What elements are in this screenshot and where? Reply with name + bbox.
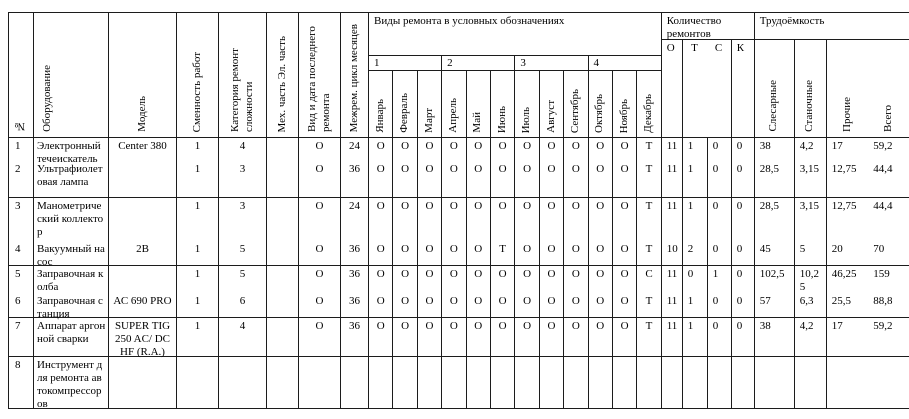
labor-stanochnye-value: 4,2 bbox=[795, 318, 827, 357]
repair-mark-january: О bbox=[369, 138, 393, 161]
repair-mark-march: О bbox=[418, 161, 442, 198]
model-name bbox=[109, 266, 177, 293]
repair-mark-october: О bbox=[589, 198, 613, 241]
month-header-september bbox=[564, 71, 588, 138]
month-header-october bbox=[589, 71, 613, 138]
labor-prochie-value: 46,25 bbox=[831, 268, 857, 280]
count-k-value: 0 bbox=[732, 161, 755, 198]
repair-mark-september: О bbox=[564, 241, 588, 266]
last-repair-value: О bbox=[299, 198, 341, 241]
repair-mark-march: О bbox=[418, 241, 442, 266]
count-k-value bbox=[732, 357, 755, 409]
repair-mark-september: О bbox=[564, 266, 588, 293]
labor-slesarnye-value bbox=[755, 357, 795, 409]
month-header-january-label: Январь bbox=[373, 99, 386, 133]
labor-slesarnye-value: 45 bbox=[755, 241, 795, 266]
last-repair-value: О bbox=[299, 138, 341, 161]
repair-mark-february: О bbox=[393, 138, 417, 161]
equipment-name: Ультрафиолетовая лампа bbox=[34, 161, 109, 198]
repair-mark-november: О bbox=[613, 293, 637, 318]
month-header-january bbox=[369, 71, 393, 138]
count-k-value: 0 bbox=[732, 241, 755, 266]
repair-mark-july: О bbox=[515, 293, 539, 318]
labor-prochie-vsego-values bbox=[827, 266, 909, 293]
repair-mark-october: О bbox=[589, 241, 613, 266]
labor-prochie-value: 12,75 bbox=[831, 200, 857, 212]
labor-slesarnye-value: 28,5 bbox=[755, 198, 795, 241]
repair-mark-october bbox=[589, 357, 613, 409]
equipment-name: Аппарат аргонной сварки bbox=[34, 318, 109, 357]
repair-mark-march: О bbox=[418, 318, 442, 357]
repair-mark-august: О bbox=[540, 293, 564, 318]
col-header-labor-stanochnye-label: Станочные bbox=[803, 80, 816, 132]
repair-mark-june: О bbox=[491, 198, 515, 241]
repair-mark-august: О bbox=[540, 318, 564, 357]
count-s-value: 0 bbox=[708, 198, 732, 241]
repair-mark-august: О bbox=[540, 241, 564, 266]
mech-el-value bbox=[267, 161, 299, 198]
col-header-shift-label: Сменность работ bbox=[190, 51, 203, 132]
labor-stanochnye-value: 10,25 bbox=[795, 266, 827, 293]
repair-mark-june: О bbox=[491, 266, 515, 293]
mech-el-value bbox=[267, 293, 299, 318]
model-name: 2В bbox=[109, 241, 177, 266]
count-k-value: 0 bbox=[732, 198, 755, 241]
labor-prochie-value: 12,75 bbox=[831, 163, 857, 175]
count-k-value: 0 bbox=[732, 266, 755, 293]
col-header-cycle bbox=[341, 13, 369, 138]
count-o-value bbox=[662, 357, 683, 409]
repairs-count-group-header: Количество ремонтов bbox=[662, 13, 755, 40]
col-header-category bbox=[219, 13, 267, 138]
labor-vsego-value: 59,2 bbox=[873, 320, 893, 332]
labor-prochie-vsego-values bbox=[827, 138, 909, 161]
repair-mark-september: О bbox=[564, 138, 588, 161]
month-header-august bbox=[540, 71, 564, 138]
col-header-count-t-s bbox=[683, 40, 732, 138]
count-s-value: 0 bbox=[708, 138, 732, 161]
labor-prochie-vsego-values bbox=[827, 357, 909, 409]
labor-slesarnye-value: 28,5 bbox=[755, 161, 795, 198]
repair-mark-january: О bbox=[369, 266, 393, 293]
repair-mark-october: О bbox=[589, 318, 613, 357]
repair-mark-march: О bbox=[418, 293, 442, 318]
repair-mark-april: О bbox=[442, 293, 466, 318]
repair-mark-november: О bbox=[613, 198, 637, 241]
repair-mark-december: Т bbox=[637, 138, 661, 161]
equipment-name: Вакуумный насос bbox=[34, 241, 109, 266]
repair-mark-february: О bbox=[393, 293, 417, 318]
repair-mark-december: Т bbox=[637, 198, 661, 241]
month-header-may-label: Май bbox=[471, 112, 484, 133]
repair-mark-february bbox=[393, 357, 417, 409]
labor-prochie-vsego-values bbox=[827, 161, 909, 198]
month-header-july bbox=[515, 71, 539, 138]
maintenance-schedule-table bbox=[8, 12, 909, 409]
model-name bbox=[109, 198, 177, 241]
count-s-value: 0 bbox=[708, 161, 732, 198]
quarter-header-2: 2 bbox=[442, 56, 515, 71]
labor-vsego-value: 70 bbox=[873, 243, 885, 255]
col-header-last-repair bbox=[299, 13, 341, 138]
labor-stanochnye-value: 5 bbox=[795, 241, 827, 266]
shift-value bbox=[177, 357, 219, 409]
labor-slesarnye-value: 38 bbox=[755, 138, 795, 161]
month-header-november bbox=[613, 71, 637, 138]
month-header-may bbox=[467, 71, 491, 138]
col-header-mech-el bbox=[267, 13, 299, 138]
shift-value: 1 bbox=[177, 161, 219, 198]
repair-mark-september: О bbox=[564, 293, 588, 318]
repair-mark-february: О bbox=[393, 266, 417, 293]
month-header-march-label: Март bbox=[422, 108, 435, 133]
row-num: 2 bbox=[9, 161, 34, 198]
row-num: 6 bbox=[9, 293, 34, 318]
row-num: 3 bbox=[9, 198, 34, 241]
category-value: 4 bbox=[219, 138, 267, 161]
labor-group-header: Трудоёмкость bbox=[755, 13, 909, 40]
col-header-num bbox=[9, 13, 34, 138]
cycle-value: 24 bbox=[341, 198, 369, 241]
category-value: 6 bbox=[219, 293, 267, 318]
shift-value: 1 bbox=[177, 293, 219, 318]
month-header-june-label: Июнь bbox=[495, 105, 508, 133]
repair-mark-december: Т bbox=[637, 293, 661, 318]
count-o-value: 11 bbox=[662, 318, 683, 357]
repair-mark-may: О bbox=[467, 293, 491, 318]
quarter-header-3: 3 bbox=[515, 56, 588, 71]
cycle-value: 36 bbox=[341, 318, 369, 357]
count-s-value: 0 bbox=[708, 293, 732, 318]
col-header-count-t-label: Т bbox=[691, 42, 698, 54]
quarter-header-4: 4 bbox=[589, 56, 662, 71]
repair-mark-october: О bbox=[589, 161, 613, 198]
labor-stanochnye-value: 6,3 bbox=[795, 293, 827, 318]
col-header-model-label: Модель bbox=[135, 96, 148, 132]
cycle-value: 24 bbox=[341, 138, 369, 161]
repair-mark-december: С bbox=[637, 266, 661, 293]
labor-vsego-value: 44,4 bbox=[873, 163, 893, 175]
repair-mark-november: О bbox=[613, 266, 637, 293]
col-header-labor-slesarnye bbox=[755, 40, 795, 138]
month-header-february bbox=[393, 71, 417, 138]
count-t-value: 1 bbox=[683, 293, 708, 318]
repair-mark-may: О bbox=[467, 318, 491, 357]
labor-stanochnye-value: 3,15 bbox=[795, 198, 827, 241]
count-o-value: 11 bbox=[662, 293, 683, 318]
repair-mark-may: О bbox=[467, 198, 491, 241]
labor-stanochnye-value bbox=[795, 357, 827, 409]
mech-el-value bbox=[267, 357, 299, 409]
repair-mark-may bbox=[467, 357, 491, 409]
repair-mark-june: О bbox=[491, 293, 515, 318]
repair-mark-december: Т bbox=[637, 318, 661, 357]
count-t-value bbox=[683, 357, 708, 409]
last-repair-value: О bbox=[299, 318, 341, 357]
quarter-header-1: 1 bbox=[369, 56, 442, 71]
last-repair-value: О bbox=[299, 241, 341, 266]
month-header-april bbox=[442, 71, 466, 138]
repair-mark-july: О bbox=[515, 318, 539, 357]
repair-mark-january bbox=[369, 357, 393, 409]
equipment-name: Заправочная колба bbox=[34, 266, 109, 293]
cycle-value: 36 bbox=[341, 161, 369, 198]
repair-mark-july: О bbox=[515, 241, 539, 266]
month-header-march bbox=[418, 71, 442, 138]
shift-value: 1 bbox=[177, 318, 219, 357]
mech-el-value bbox=[267, 138, 299, 161]
cycle-value: 36 bbox=[341, 293, 369, 318]
col-header-count-o: О bbox=[662, 40, 683, 138]
shift-value: 1 bbox=[177, 241, 219, 266]
repair-mark-march: О bbox=[418, 198, 442, 241]
category-value: 5 bbox=[219, 266, 267, 293]
model-name bbox=[109, 357, 177, 409]
repair-mark-november: О bbox=[613, 318, 637, 357]
row-num: 7 bbox=[9, 318, 34, 357]
repair-mark-july bbox=[515, 357, 539, 409]
category-value: 4 bbox=[219, 318, 267, 357]
repair-types-group-header: Виды ремонта в условных обозначениях bbox=[369, 13, 662, 56]
col-header-model bbox=[109, 13, 177, 138]
repair-mark-february: О bbox=[393, 161, 417, 198]
row-num: 5 bbox=[9, 266, 34, 293]
repair-mark-february: О bbox=[393, 318, 417, 357]
last-repair-value: О bbox=[299, 161, 341, 198]
repair-mark-august bbox=[540, 357, 564, 409]
cycle-value bbox=[341, 357, 369, 409]
count-t-value: 1 bbox=[683, 198, 708, 241]
labor-slesarnye-value: 38 bbox=[755, 318, 795, 357]
count-s-value: 0 bbox=[708, 318, 732, 357]
labor-prochie-vsego-values bbox=[827, 293, 909, 318]
row-num: 1 bbox=[9, 138, 34, 161]
cycle-value: 36 bbox=[341, 241, 369, 266]
equipment-name: Инструмент для ремонта автокомпрессоров bbox=[34, 357, 109, 409]
col-header-equipment-label: Оборудование bbox=[41, 65, 53, 132]
col-header-mech-el-label: Мех. часть Эл. часть bbox=[275, 35, 288, 132]
repair-mark-may: О bbox=[467, 266, 491, 293]
repair-mark-august: О bbox=[540, 198, 564, 241]
repair-mark-july: О bbox=[515, 198, 539, 241]
count-o-value: 11 bbox=[662, 138, 683, 161]
repair-mark-june bbox=[491, 357, 515, 409]
repair-mark-november: О bbox=[613, 161, 637, 198]
col-header-labor-slesarnye-label: Слесарные bbox=[767, 80, 780, 132]
count-s-value: 1 bbox=[708, 266, 732, 293]
shift-value: 1 bbox=[177, 198, 219, 241]
count-o-value: 11 bbox=[662, 198, 683, 241]
labor-slesarnye-value: 102,5 bbox=[755, 266, 795, 293]
col-header-num-label: № bbox=[14, 120, 27, 132]
category-value: 3 bbox=[219, 198, 267, 241]
month-header-june bbox=[491, 71, 515, 138]
repair-mark-december bbox=[637, 357, 661, 409]
labor-vsego-value: 88,8 bbox=[873, 295, 893, 307]
repair-mark-october: О bbox=[589, 266, 613, 293]
month-header-august-label: Август bbox=[544, 100, 557, 133]
model-name: АС 690 PRO bbox=[109, 293, 177, 318]
repair-mark-november: О bbox=[613, 138, 637, 161]
repair-mark-december: Т bbox=[637, 241, 661, 266]
last-repair-value bbox=[299, 357, 341, 409]
repair-mark-july: О bbox=[515, 138, 539, 161]
count-t-value: 1 bbox=[683, 161, 708, 198]
count-s-value bbox=[708, 357, 732, 409]
repair-mark-may: О bbox=[467, 241, 491, 266]
count-o-value: 11 bbox=[662, 161, 683, 198]
count-t-value: 1 bbox=[683, 138, 708, 161]
count-t-value: 1 bbox=[683, 318, 708, 357]
repair-mark-july: О bbox=[515, 266, 539, 293]
row-num: 8 bbox=[9, 357, 34, 409]
month-header-december-label: Декабрь bbox=[642, 94, 655, 133]
category-value bbox=[219, 357, 267, 409]
count-t-value: 2 bbox=[683, 241, 708, 266]
mech-el-value bbox=[267, 318, 299, 357]
category-value: 5 bbox=[219, 241, 267, 266]
repair-mark-january: О bbox=[369, 293, 393, 318]
shift-value: 1 bbox=[177, 138, 219, 161]
col-header-category-label: Категория ремонт сложности bbox=[228, 48, 255, 132]
count-k-value: 0 bbox=[732, 318, 755, 357]
repair-mark-january: О bbox=[369, 318, 393, 357]
count-o-value: 11 bbox=[662, 266, 683, 293]
repair-mark-april: О bbox=[442, 241, 466, 266]
month-header-april-label: Апрель bbox=[446, 98, 459, 133]
mech-el-value bbox=[267, 241, 299, 266]
equipment-name: Манометрический коллектор bbox=[34, 198, 109, 241]
repair-mark-july: О bbox=[515, 161, 539, 198]
repair-mark-april: О bbox=[442, 318, 466, 357]
count-k-value: 0 bbox=[732, 138, 755, 161]
mech-el-value bbox=[267, 198, 299, 241]
repair-mark-september: О bbox=[564, 198, 588, 241]
month-header-october-label: Октябрь bbox=[593, 94, 606, 133]
repair-mark-october: О bbox=[589, 138, 613, 161]
repair-mark-september bbox=[564, 357, 588, 409]
equipment-name: Заправочная станция bbox=[34, 293, 109, 318]
last-repair-value: О bbox=[299, 293, 341, 318]
labor-prochie-vsego-values bbox=[827, 198, 909, 241]
repair-mark-april: О bbox=[442, 161, 466, 198]
repair-mark-august: О bbox=[540, 138, 564, 161]
labor-stanochnye-value: 4,2 bbox=[795, 138, 827, 161]
repair-mark-november: О bbox=[613, 241, 637, 266]
col-header-count-s-label: С bbox=[714, 42, 723, 54]
labor-prochie-value: 17 bbox=[831, 320, 843, 332]
repair-mark-september: О bbox=[564, 318, 588, 357]
repair-mark-april: О bbox=[442, 198, 466, 241]
repair-mark-october: О bbox=[589, 293, 613, 318]
col-header-cycle-label: Межрем. цикл месяцев bbox=[347, 23, 360, 132]
labor-slesarnye-value: 57 bbox=[755, 293, 795, 318]
labor-vsego-value: 159 bbox=[873, 268, 890, 280]
month-header-september-label: Сентябрь bbox=[568, 88, 581, 133]
repair-mark-april bbox=[442, 357, 466, 409]
repair-mark-september: О bbox=[564, 161, 588, 198]
model-name bbox=[109, 161, 177, 198]
labor-prochie-value: 25,5 bbox=[831, 295, 851, 307]
repair-mark-march bbox=[418, 357, 442, 409]
labor-prochie-value: 20 bbox=[831, 243, 843, 255]
col-header-last-repair-label: Вид и дата последнего ремонта bbox=[305, 26, 332, 132]
repair-mark-april: О bbox=[442, 138, 466, 161]
row-num: 4 bbox=[9, 241, 34, 266]
labor-vsego-value: 59,2 bbox=[873, 140, 893, 152]
model-name: SUPER TIG 250 AC/ DC HF (R.A.) bbox=[109, 318, 177, 357]
model-name: Center 380 bbox=[109, 138, 177, 161]
col-header-labor-vsego-label: Всего bbox=[882, 105, 895, 132]
repair-mark-march: О bbox=[418, 266, 442, 293]
repair-mark-june: О bbox=[491, 161, 515, 198]
repair-mark-june: О bbox=[491, 318, 515, 357]
repair-mark-january: О bbox=[369, 198, 393, 241]
repair-mark-april: О bbox=[442, 266, 466, 293]
col-header-equipment bbox=[34, 13, 109, 138]
category-value: 3 bbox=[219, 161, 267, 198]
repair-mark-august: О bbox=[540, 161, 564, 198]
mech-el-value bbox=[267, 266, 299, 293]
repair-mark-january: О bbox=[369, 161, 393, 198]
labor-stanochnye-value: 3,15 bbox=[795, 161, 827, 198]
month-header-july-label: Июль bbox=[520, 106, 533, 133]
repair-mark-january: О bbox=[369, 241, 393, 266]
col-header-labor-prochie-label: Прочие bbox=[840, 97, 853, 132]
repair-mark-march: О bbox=[418, 138, 442, 161]
labor-prochie-vsego-values bbox=[827, 318, 909, 357]
equipment-name: Электронный течеискатель bbox=[34, 138, 109, 161]
repair-mark-december: Т bbox=[637, 161, 661, 198]
month-header-november-label: Ноябрь bbox=[617, 98, 630, 133]
cycle-value: 36 bbox=[341, 266, 369, 293]
labor-prochie-vsego-values bbox=[827, 241, 909, 266]
month-header-february-label: Февраль bbox=[398, 93, 411, 133]
last-repair-value: О bbox=[299, 266, 341, 293]
count-t-value: 0 bbox=[683, 266, 708, 293]
labor-prochie-value: 17 bbox=[831, 140, 843, 152]
col-header-labor-prochie-vsego bbox=[827, 40, 909, 138]
repair-mark-june: О bbox=[491, 138, 515, 161]
col-header-count-k: К bbox=[732, 40, 755, 138]
repair-mark-may: О bbox=[467, 161, 491, 198]
count-s-value: 0 bbox=[708, 241, 732, 266]
col-header-shift bbox=[177, 13, 219, 138]
col-header-labor-stanochnye bbox=[795, 40, 827, 138]
repair-mark-february: О bbox=[393, 198, 417, 241]
count-o-value: 10 bbox=[662, 241, 683, 266]
repair-mark-november bbox=[613, 357, 637, 409]
repair-mark-february: О bbox=[393, 241, 417, 266]
repair-mark-august: О bbox=[540, 266, 564, 293]
repair-mark-june: Т bbox=[491, 241, 515, 266]
repair-mark-may: О bbox=[467, 138, 491, 161]
month-header-december bbox=[637, 71, 661, 138]
count-k-value: 0 bbox=[732, 293, 755, 318]
labor-vsego-value: 44,4 bbox=[873, 200, 893, 212]
shift-value: 1 bbox=[177, 266, 219, 293]
